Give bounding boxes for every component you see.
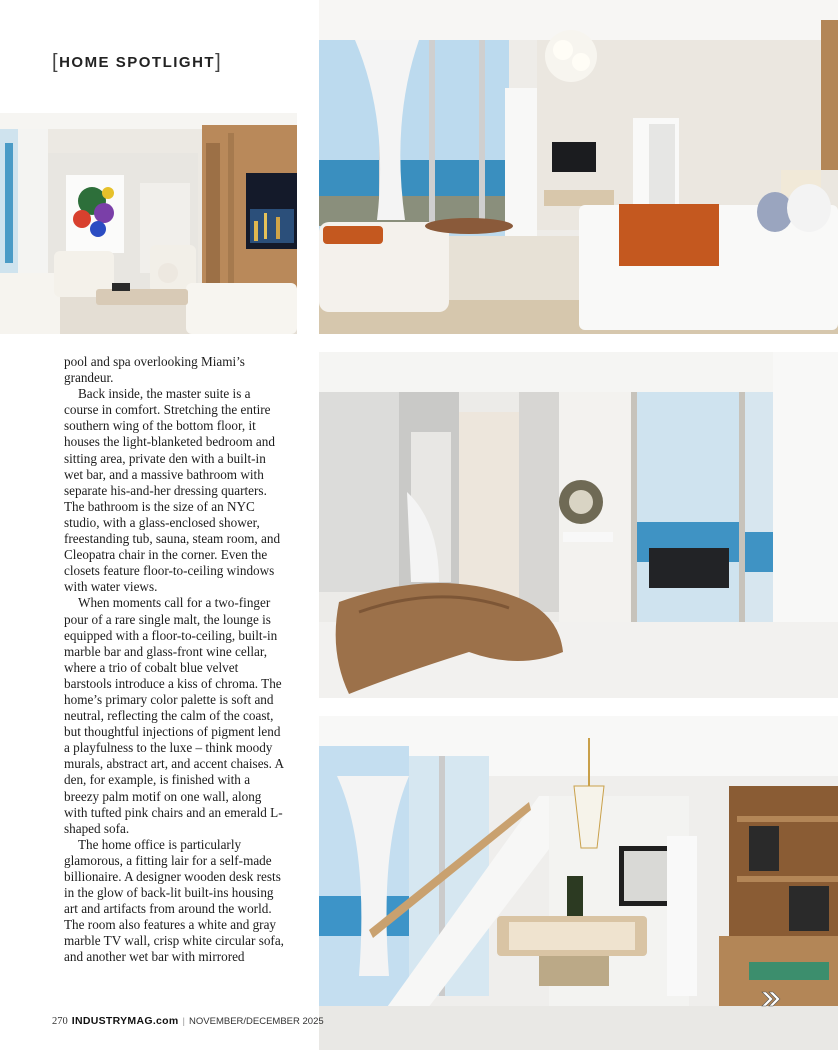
article-body xyxy=(64,354,286,966)
paragraph: The home office is particularly glamorous, a fitting lair for a self-made billionaire. A designer wooden desk rests in the glow of back-lit built-ins housing art and artifacts from around the world. The room also features a white and gray marble TV wall, crisp white circular sofa, and another wet bar with mirrored xyxy=(64,836,284,965)
bracket-right: ] xyxy=(215,51,223,73)
section-label-text: HOME SPOTLIGHT xyxy=(59,54,216,71)
bracket-left: [ xyxy=(52,51,60,73)
paragraph: When moments call for a two-finger pour of a rare single malt, the lounge is equipped with a floor-to-ceiling, built-in marble bar and glass-front wine cellar, where a trio of cobalt blue velvet barstools introduce a kiss of chroma. The home’s primary color palette is soft and neutral, reflecting the calm of the coast, but thoughtful injections of pigment lend a playfulness to the luxe – think moody murals, abstract art, and accent chaises. A den, for example, is finished with a breezy palm motif on one wall, along with tufted pink chairs and an emerald L-shaped sofa. xyxy=(64,595,284,836)
lounge-photo xyxy=(319,352,838,698)
site-name: INDUSTRYMAG.com xyxy=(71,1015,179,1027)
section-label xyxy=(52,50,222,73)
page-footer xyxy=(52,1015,324,1027)
footer-separator: | xyxy=(182,1016,186,1027)
next-page-arrow-icon[interactable] xyxy=(760,990,782,1008)
paragraph: Back inside, the master suite is a course in comfort. Stretching the entire southern wing of the bottom floor, it houses the light-blanketed bedroom and sitting area, private den with a built-in wet bar, and a massive bathroom with separate his-and-her dressing quarters. The bathroom is the size of an NYC studio, with a glass-enclosed shower, freestanding tub, sauna, steam room, and Cleopatra chair in the corner. Even the closets feature floor-to-ceiling windows with water views. xyxy=(64,386,281,595)
bedroom-photo xyxy=(319,0,838,334)
living-room-photo xyxy=(0,113,297,334)
page-number: 270 xyxy=(52,1016,68,1027)
paragraph: pool and spa overlooking Miami’s grandeur. xyxy=(64,354,245,386)
issue-date: NOVEMBER/DECEMBER 2025 xyxy=(189,1016,324,1027)
